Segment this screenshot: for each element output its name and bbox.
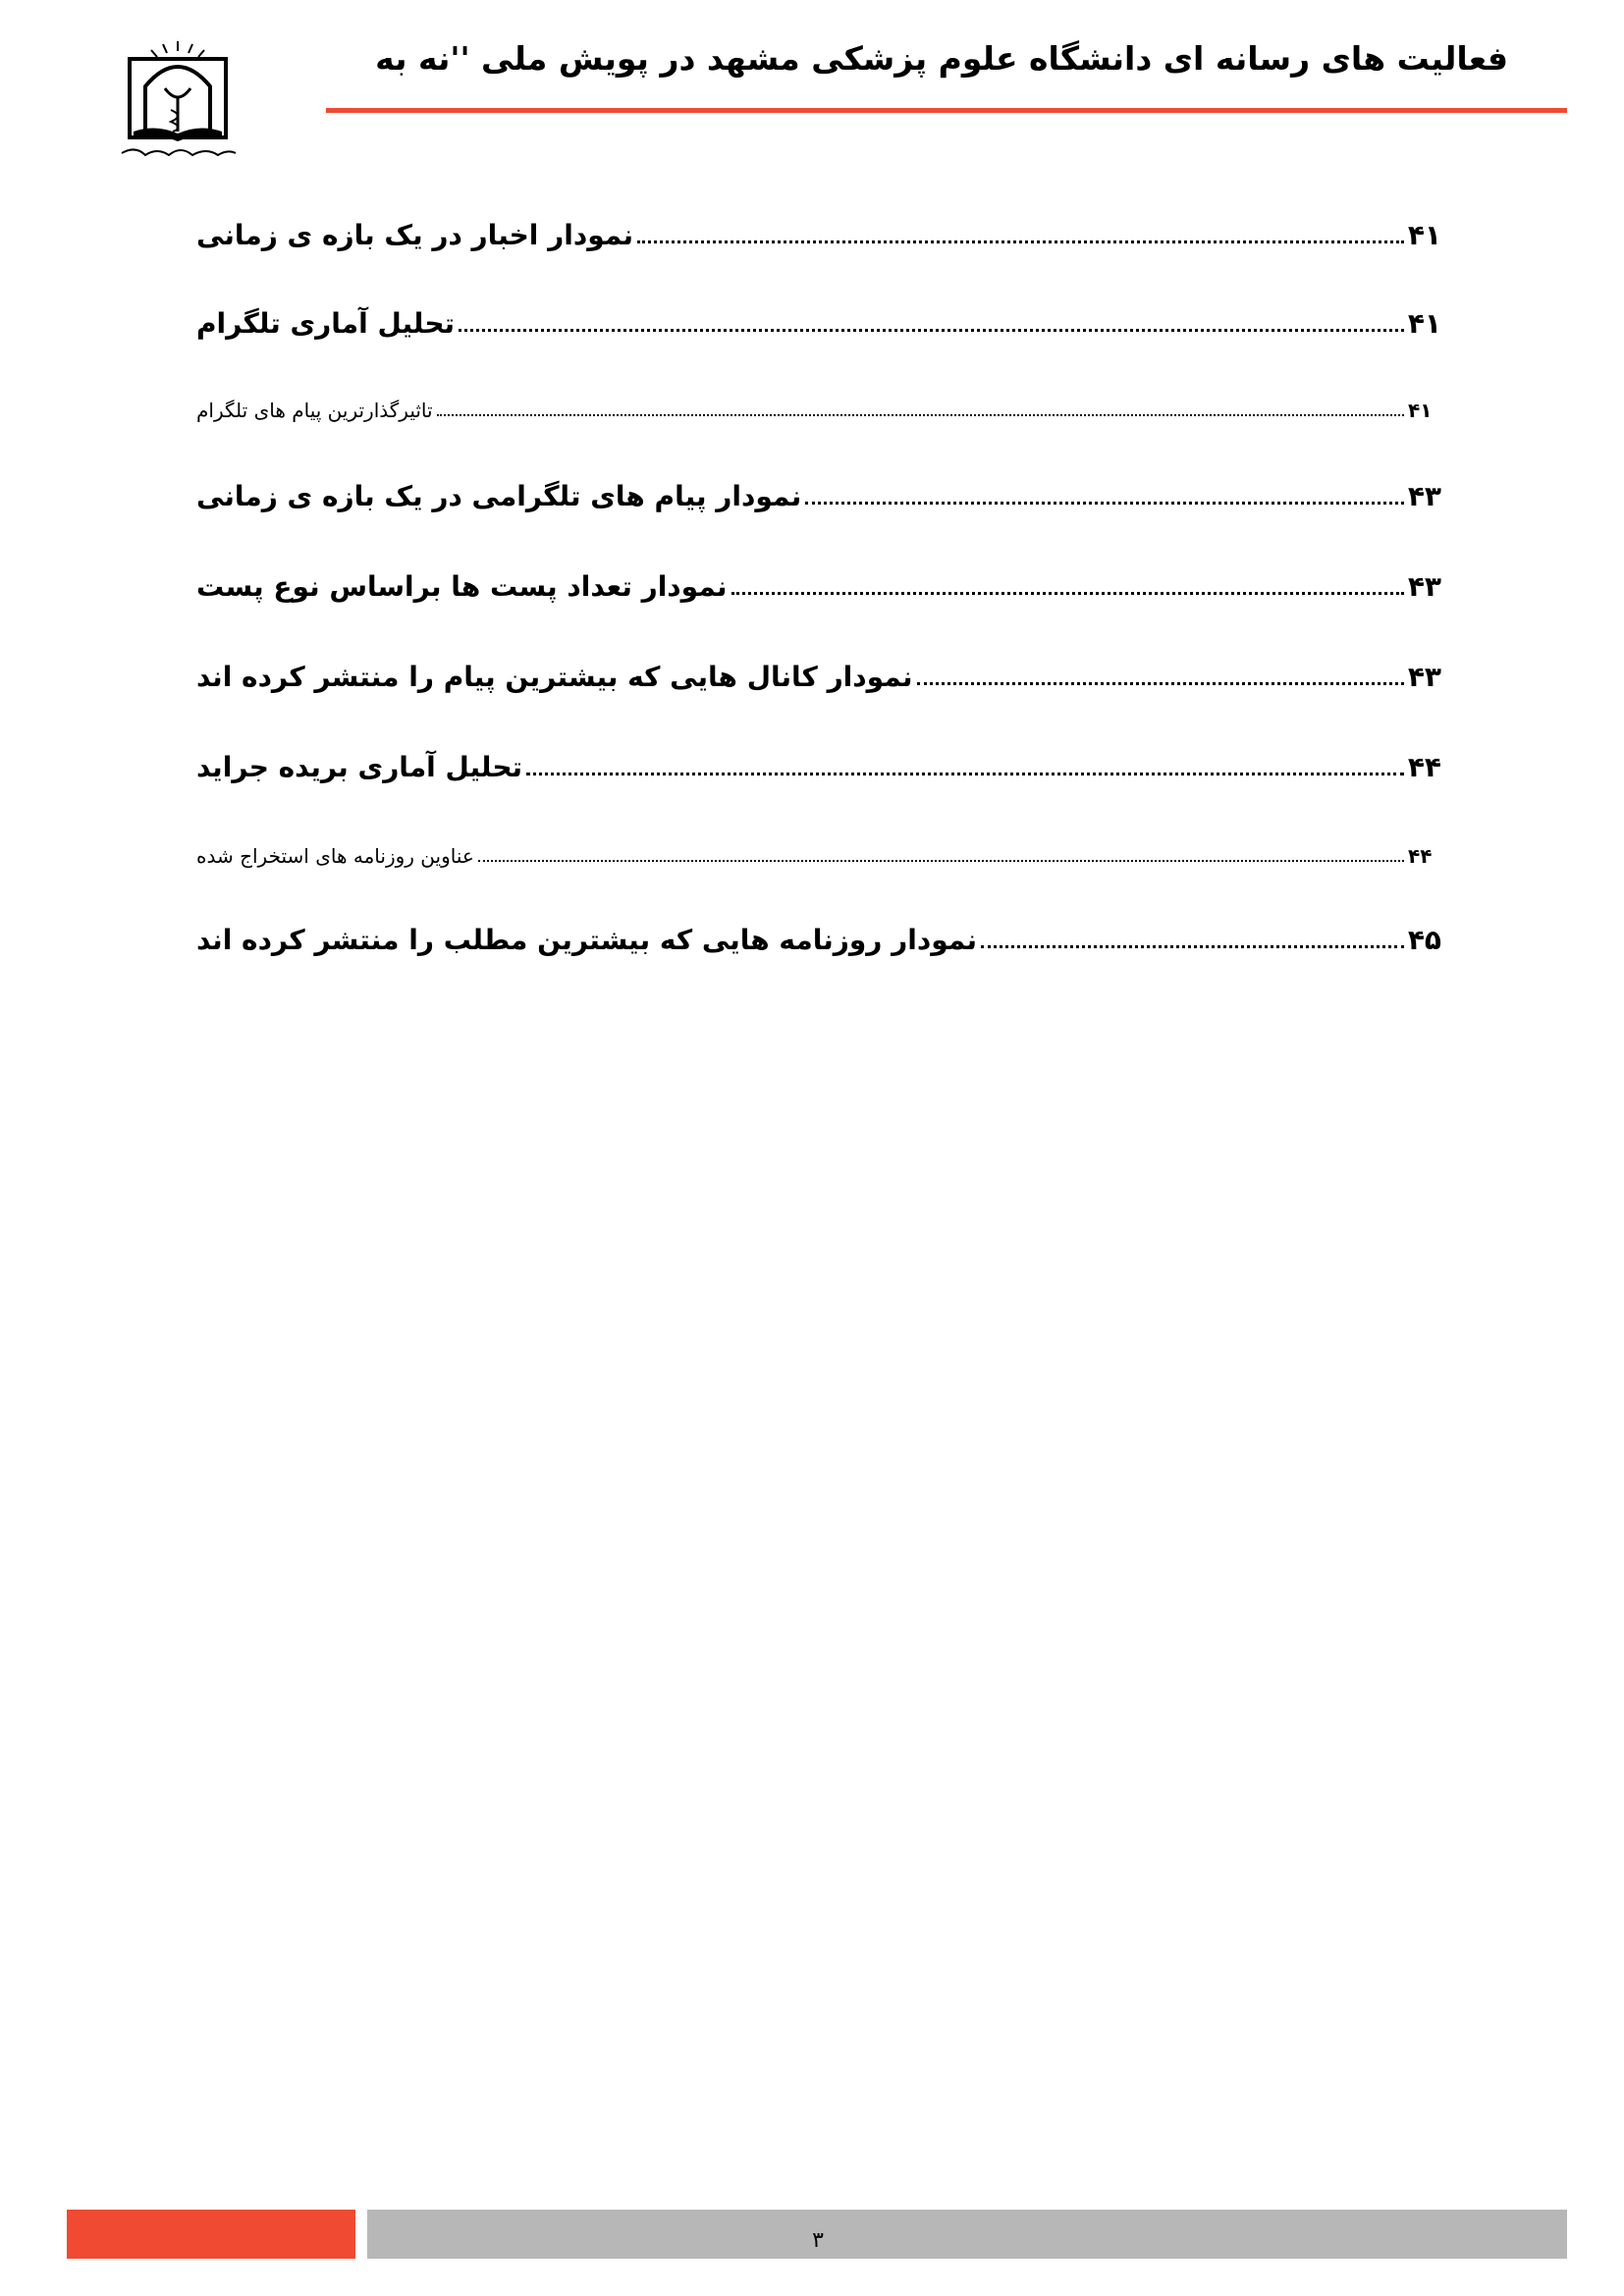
toc-entry[interactable] [196, 293, 1441, 338]
toc-entry-page: ۴۴ [1407, 751, 1441, 783]
footer-accent-bar [67, 2210, 355, 2259]
toc-entry-title: تحلیل آماری تلگرام [196, 307, 456, 340]
dot-leader [731, 592, 1404, 595]
dot-leader [478, 860, 1404, 862]
toc-entry[interactable] [196, 821, 1441, 866]
dot-leader [637, 240, 1404, 243]
dot-leader [526, 773, 1404, 775]
dot-leader [917, 682, 1404, 685]
toc-entry-title: نمودار تعداد پست ها براساس نوع پست [196, 570, 728, 603]
dot-leader [437, 414, 1404, 416]
dot-leader [981, 945, 1404, 948]
toc-entry[interactable] [196, 556, 1441, 601]
toc-entry[interactable] [196, 909, 1441, 954]
toc-entry-title: نمودار پیام های تلگرامی در یک بازه ی زمانی [196, 480, 802, 512]
toc-entry-page: ۴۳ [1407, 480, 1441, 512]
page-number: ۳ [812, 2228, 824, 2253]
toc-entry-page: ۴۴ [1408, 844, 1433, 868]
toc-entry[interactable] [196, 646, 1441, 691]
toc-entry[interactable] [196, 736, 1441, 781]
toc-entry-page: ۴۱ [1408, 399, 1433, 422]
header-divider [326, 108, 1567, 113]
toc-entry-page: ۴۳ [1407, 661, 1441, 693]
toc-entry-page: ۴۳ [1407, 570, 1441, 603]
toc-entry-title: نمودار روزنامه هایی که بیشترین مطلب را منتشر کرده اند [196, 924, 978, 956]
toc-entry-page: ۴۵ [1407, 924, 1441, 956]
dot-leader [459, 329, 1404, 332]
toc-entry-title: تاثیرگذارترین پیام های تلگرام [196, 399, 433, 422]
toc-entry-page: ۴۱ [1407, 307, 1441, 340]
toc-entry[interactable] [196, 465, 1441, 510]
page-header-title: فعالیت های رسانه ای دانشگاه علوم پزشکی مشهد در پویش ملی ''نه به [375, 39, 1508, 78]
toc-entry-title: عناوین روزنامه های استخراج شده [196, 844, 474, 868]
toc-entry-title: تحلیل آماری بریده جراید [196, 751, 523, 783]
toc-entry-title: نمودار کانال هایی که بیشترین پیام را منتشر کرده اند [196, 661, 913, 693]
footer-bar [367, 2210, 1567, 2259]
dot-leader [805, 502, 1404, 505]
toc-entry-page: ۴۱ [1407, 219, 1441, 251]
toc-entry-title: نمودار اخبار در یک بازه ی زمانی [196, 219, 634, 251]
toc-entry[interactable] [196, 375, 1441, 420]
toc-entry[interactable] [196, 204, 1441, 249]
university-logo-icon [116, 37, 240, 165]
